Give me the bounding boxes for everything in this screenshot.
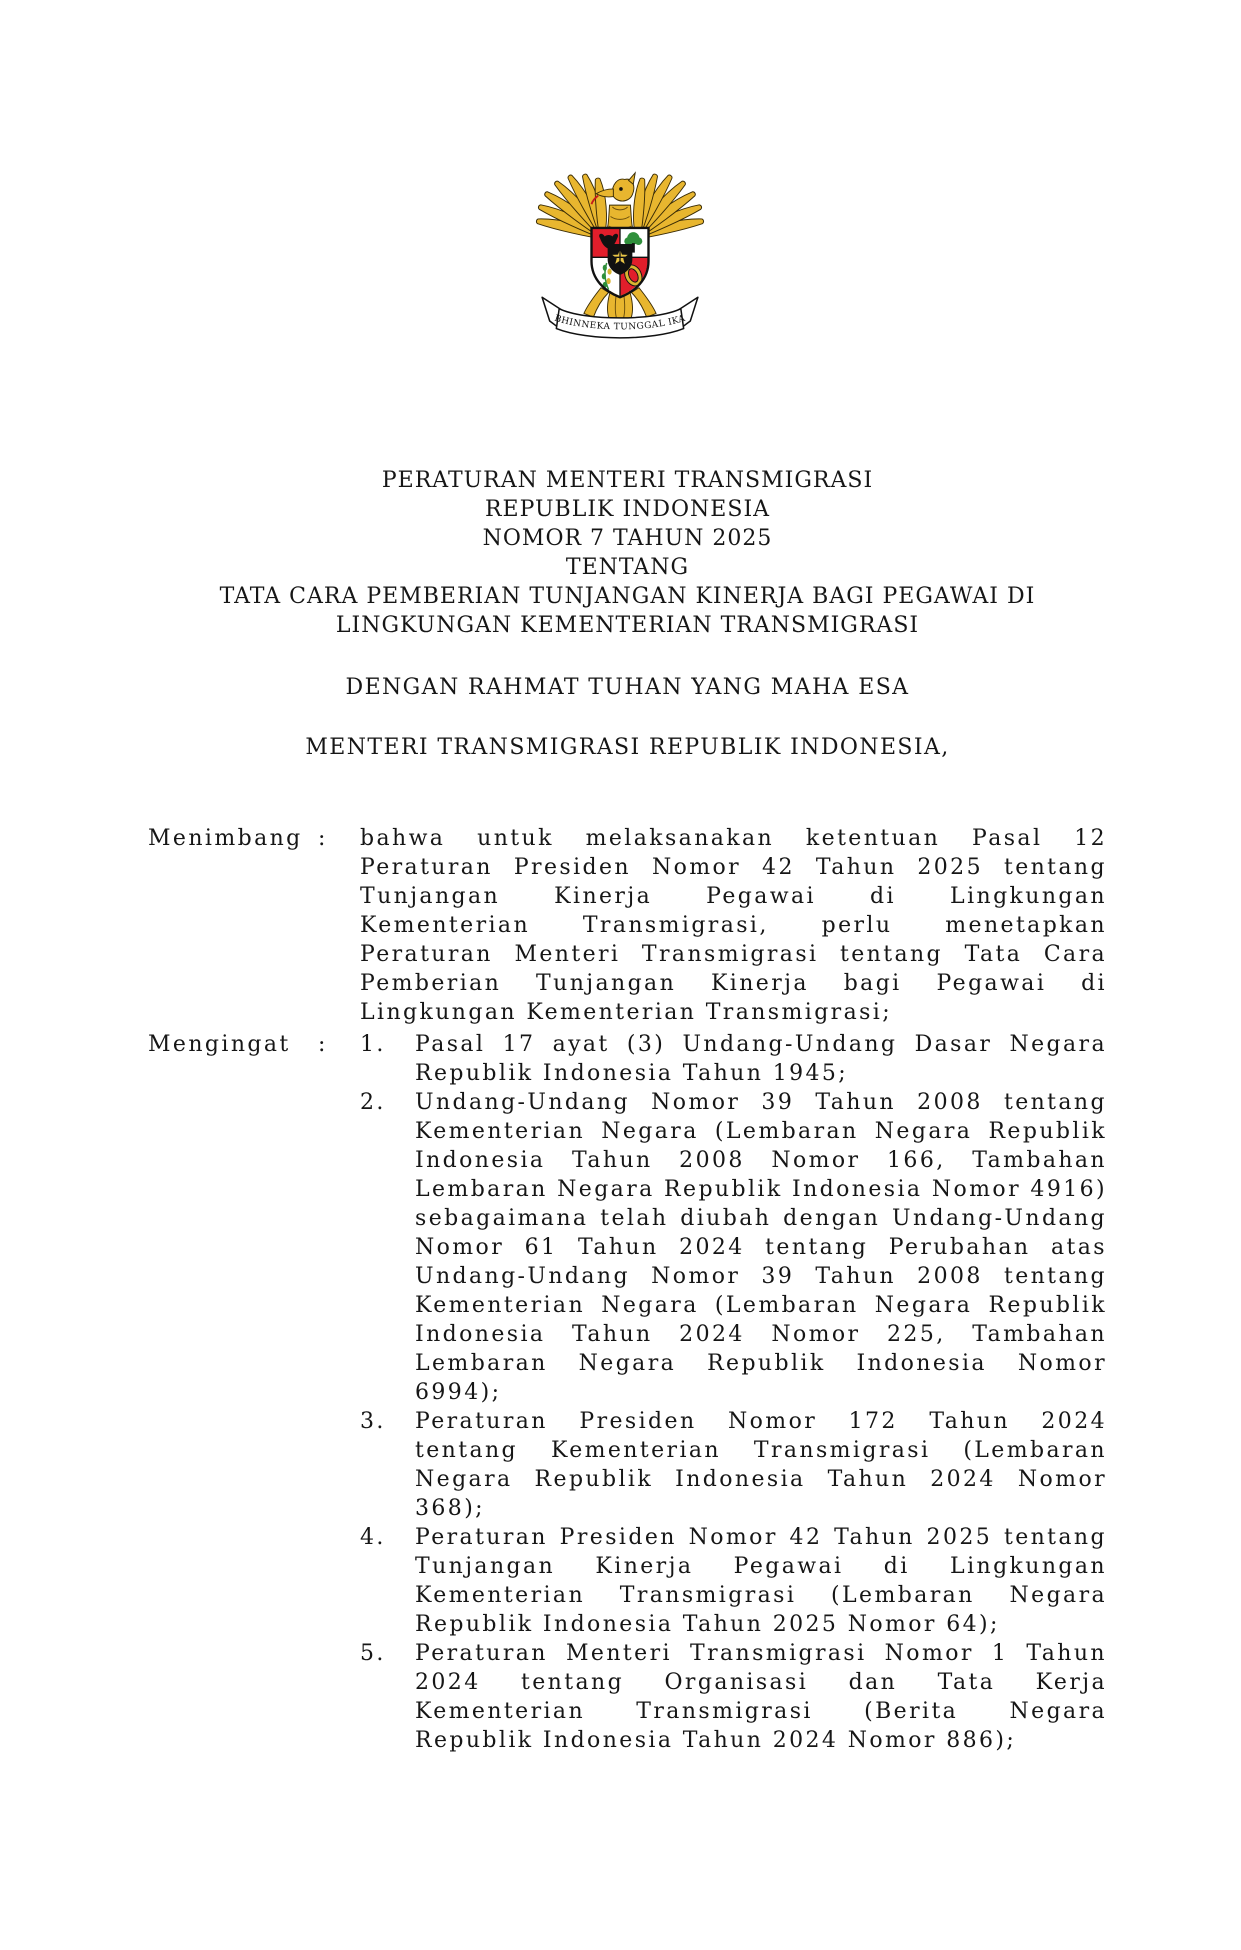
item-text: Peraturan Menteri Transmigrasi Nomor 1 Tahun 2024 tentang Organisasi dan Tata Kerja Kementerian Transmigrasi (Berita Negara Republik Indonesia Tahun 2024 Nomor 886); <box>415 1641 1107 1753</box>
considering-label: Menimbang <box>148 826 303 851</box>
title-line: LINGKUNGAN KEMENTERIAN TRANSMIGRASI <box>335 613 920 638</box>
considering-colon: : <box>318 826 328 851</box>
legal-basis-item <box>360 1407 1107 1523</box>
legal-basis-item <box>360 1088 1107 1407</box>
recalling-colon: : <box>318 1032 328 1057</box>
item-text: Undang-Undang Nomor 39 Tahun 2008 tentang Kementerian Negara (Lembaran Negara Republik Indonesia Tahun 2008 Nomor 166, Tambahan Lembaran Negara Republik Indonesia Nomor 4916) sebagaimana telah diubah dengan Undang-Undang Nomor 61 Tahun 2024 tentang Perubahan atas Undang-Undang Nomor 39 Tahun 2008 tentang Kementerian Negara (Lembaran Negara Republik Indonesia Tahun 2024 Nomor 225, Tambahan Lembaran Negara Republik Indonesia Nomor 6994); <box>415 1090 1107 1405</box>
regulation-title <box>148 466 1107 640</box>
item-number: 4. <box>360 1525 386 1550</box>
title-line: TATA CARA PEMBERIAN TUNJANGAN KINERJA BAGI PEGAWAI DI <box>219 584 1036 609</box>
pancasila-shield <box>592 228 649 297</box>
garuda-pancasila-icon <box>525 145 715 345</box>
item-number: 1. <box>360 1032 386 1057</box>
considering-text: bahwa untuk melaksanakan ketentuan Pasal 12 Peraturan Presiden Nomor 42 Tahun 2025 tentang Tunjangan Kinerja Pegawai di Lingkungan Kementerian Transmigrasi, perlu menetapkan Peraturan Menteri Transmigrasi tentang Tata Cara Pemberian Tunjangan Kinerja bagi Pegawai di Lingkungan Kementerian Transmigrasi; <box>360 826 1107 1025</box>
item-text: Peraturan Presiden Nomor 172 Tahun 2024 tentang Kementerian Transmigrasi (Lembaran Negara Republik Indonesia Tahun 2024 Nomor 368); <box>415 1409 1107 1521</box>
garuda-pancasila-emblem <box>525 145 715 345</box>
legal-basis-item <box>360 1639 1107 1755</box>
legal-basis-item <box>360 1030 1107 1088</box>
item-number: 5. <box>360 1641 386 1666</box>
item-number: 3. <box>360 1409 386 1434</box>
title-line: TENTANG <box>565 555 690 580</box>
recalling-label: Mengingat <box>148 1032 291 1057</box>
legal-basis-list <box>360 1030 1107 1755</box>
invocation-line: DENGAN RAHMAT TUHAN YANG MAHA ESA <box>345 675 910 700</box>
title-line: NOMOR 7 TAHUN 2025 <box>482 526 773 551</box>
item-number: 2. <box>360 1090 386 1115</box>
item-text: Pasal 17 ayat (3) Undang-Undang Dasar Negara Republik Indonesia Tahun 1945; <box>415 1032 1107 1086</box>
recalling-section <box>148 1030 1107 1755</box>
item-text: Peraturan Presiden Nomor 42 Tahun 2025 tentang Tunjangan Kinerja Pegawai di Lingkungan Kementerian Transmigrasi (Lembaran Negara Republik Indonesia Tahun 2025 Nomor 64); <box>415 1525 1107 1637</box>
official-line: MENTERI TRANSMIGRASI REPUBLIK INDONESIA, <box>305 735 950 760</box>
ribbon-motto: BHINNEKA TUNGGAL IKA <box>553 313 687 333</box>
title-line: REPUBLIK INDONESIA <box>484 497 771 522</box>
legal-basis-item <box>360 1523 1107 1639</box>
title-line: PERATURAN MENTERI TRANSMIGRASI <box>381 468 874 493</box>
considering-section <box>148 824 1107 1027</box>
